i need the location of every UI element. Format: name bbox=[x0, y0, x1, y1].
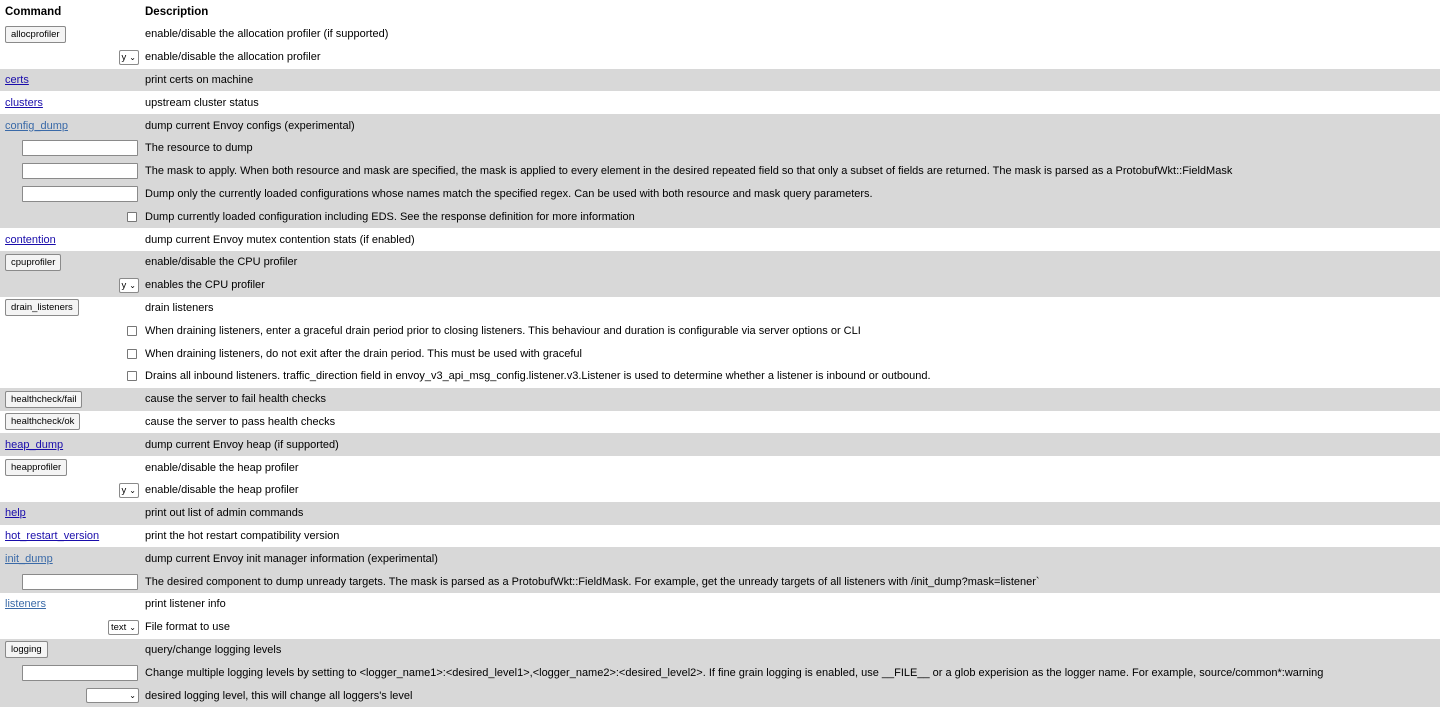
command-cell bbox=[5, 456, 67, 479]
description-text: print the hot restart compatibility version bbox=[145, 529, 340, 542]
param-text-input[interactable] bbox=[22, 163, 138, 179]
table-row bbox=[0, 319, 1440, 342]
table-row bbox=[0, 593, 1440, 616]
select-value: y bbox=[121, 279, 127, 291]
table-row bbox=[0, 46, 1440, 69]
table-row bbox=[0, 228, 1440, 251]
table-row bbox=[0, 365, 1440, 388]
description-text: cause the server to fail health checks bbox=[145, 393, 326, 406]
description-column-header: Description bbox=[145, 5, 209, 18]
command-column-header: Command bbox=[5, 5, 62, 18]
command-button[interactable]: logging bbox=[5, 641, 48, 658]
command-button[interactable]: cpuprofiler bbox=[5, 254, 61, 271]
select-value: y bbox=[121, 484, 127, 496]
command-button[interactable]: healthcheck/fail bbox=[5, 391, 82, 408]
param-text-input[interactable] bbox=[22, 574, 138, 590]
command-link[interactable]: heap_dump bbox=[5, 438, 64, 451]
command-link[interactable]: hot_restart_version bbox=[5, 529, 100, 542]
table-row bbox=[0, 251, 1440, 274]
description-text: enables the CPU profiler bbox=[145, 279, 265, 292]
description-text: drain listeners bbox=[145, 301, 214, 314]
table-header bbox=[0, 0, 1440, 23]
description-text: dump current Envoy mutex contention stats (if enabled) bbox=[145, 233, 415, 246]
param-checkbox[interactable] bbox=[127, 212, 137, 222]
chevron-down-icon: ⌄ bbox=[129, 691, 136, 700]
chevron-down-icon: ⌄ bbox=[129, 622, 136, 632]
command-cell bbox=[5, 228, 56, 251]
param-text-input[interactable] bbox=[22, 665, 138, 681]
param-cell bbox=[127, 365, 137, 388]
table-row bbox=[0, 388, 1440, 411]
param-cell bbox=[127, 342, 137, 365]
description-text: File format to use bbox=[145, 621, 230, 634]
table-row bbox=[0, 91, 1440, 114]
description-text: Change multiple logging levels by setting to <logger_name1>:<desired_level1>,<logger_name2>:<desired_level2>. If fine grain logging is enabled, use __FILE__ or a glob experision as the logger name. For example, source/common*:warning bbox=[145, 666, 1324, 679]
param-select[interactable] bbox=[119, 483, 139, 498]
chevron-down-icon: ⌄ bbox=[129, 280, 136, 290]
description-text: Dump only the currently loaded configurations whose names match the specified regex. Can be used with both resource and mask query parameters. bbox=[145, 187, 873, 200]
table-row bbox=[0, 274, 1440, 297]
command-link[interactable]: clusters bbox=[5, 96, 43, 109]
table-row bbox=[0, 23, 1440, 46]
param-checkbox[interactable] bbox=[127, 371, 137, 381]
table-row bbox=[0, 684, 1440, 707]
description-text: When draining listeners, do not exit after the drain period. This must be used with graceful bbox=[145, 347, 582, 360]
description-text: cause the server to pass health checks bbox=[145, 415, 336, 428]
table-row bbox=[0, 456, 1440, 479]
command-button[interactable]: healthcheck/ok bbox=[5, 413, 80, 430]
description-text: The desired component to dump unready targets. The mask is parsed as a ProtobufWkt::FieldMask. For example, get the unready targets of all listeners with /init_dump?mask=listener` bbox=[145, 575, 1040, 588]
param-cell bbox=[22, 160, 138, 183]
param-select[interactable] bbox=[119, 278, 139, 293]
param-checkbox[interactable] bbox=[127, 349, 137, 359]
command-link[interactable]: config_dump bbox=[5, 119, 68, 132]
command-cell bbox=[5, 502, 26, 525]
command-link[interactable]: listeners bbox=[5, 598, 46, 611]
param-text-input[interactable] bbox=[22, 140, 138, 156]
description-text: The mask to apply. When both resource and mask are specified, the mask is applied to every element in the desired repeated field so that only a subset of fields are returned. The mask is parsed as a ProtobufWkt::FieldMask bbox=[145, 165, 1233, 178]
description-text: enable/disable the allocation profiler (if supported) bbox=[145, 28, 389, 41]
command-cell bbox=[5, 23, 66, 46]
table-row bbox=[0, 137, 1440, 160]
description-text: enable/disable the CPU profiler bbox=[145, 256, 298, 269]
chevron-down-icon: ⌄ bbox=[129, 52, 136, 62]
command-cell bbox=[5, 547, 53, 570]
param-select[interactable] bbox=[86, 688, 139, 703]
command-button[interactable]: heapprofiler bbox=[5, 459, 67, 476]
table-row bbox=[0, 547, 1440, 570]
command-cell bbox=[5, 593, 46, 616]
command-link[interactable]: help bbox=[5, 507, 26, 520]
table-row bbox=[0, 205, 1440, 228]
description-text: upstream cluster status bbox=[145, 96, 259, 109]
description-text: print listener info bbox=[145, 598, 226, 611]
table-row bbox=[0, 479, 1440, 502]
param-cell bbox=[119, 46, 139, 69]
param-cell bbox=[22, 137, 138, 160]
table-row bbox=[0, 661, 1440, 684]
table-row bbox=[0, 160, 1440, 183]
description-text: The resource to dump bbox=[145, 142, 253, 155]
table-row bbox=[0, 502, 1440, 525]
command-cell bbox=[5, 114, 68, 137]
table-row bbox=[0, 570, 1440, 593]
command-cell bbox=[5, 433, 63, 456]
description-text: Drains all inbound listeners. traffic_direction field in envoy_v3_api_msg_config.listener.v3.Listener is used to determine whether a listener is inbound or outbound. bbox=[145, 370, 931, 383]
description-text: query/change logging levels bbox=[145, 643, 282, 656]
table-row bbox=[0, 639, 1440, 662]
description-text: print out list of admin commands bbox=[145, 507, 304, 520]
description-text: dump current Envoy init manager information (experimental) bbox=[145, 552, 438, 565]
command-link[interactable]: contention bbox=[5, 233, 56, 246]
command-button[interactable]: drain_listeners bbox=[5, 299, 79, 316]
param-cell bbox=[22, 570, 138, 593]
command-cell bbox=[5, 525, 99, 548]
description-text: enable/disable the heap profiler bbox=[145, 484, 299, 497]
command-cell bbox=[5, 297, 79, 320]
param-cell bbox=[22, 661, 138, 684]
command-cell bbox=[5, 91, 43, 114]
description-text: When draining listeners, enter a graceful drain period prior to closing listeners. This behaviour and duration is configurable via server options or CLI bbox=[145, 324, 861, 337]
command-cell bbox=[5, 251, 61, 274]
command-cell bbox=[5, 69, 29, 92]
chevron-down-icon: ⌄ bbox=[129, 485, 136, 495]
table-row bbox=[0, 114, 1440, 137]
param-select[interactable] bbox=[119, 50, 139, 65]
param-cell bbox=[86, 684, 139, 707]
description-text: dump current Envoy configs (experimental) bbox=[145, 119, 355, 132]
param-cell bbox=[108, 616, 139, 639]
param-cell bbox=[22, 183, 138, 206]
command-cell bbox=[5, 639, 48, 662]
description-text: Dump currently loaded configuration including EDS. See the response definition for more information bbox=[145, 210, 635, 223]
command-link[interactable]: certs bbox=[5, 73, 29, 86]
table-row bbox=[0, 183, 1440, 206]
param-checkbox[interactable] bbox=[127, 326, 137, 336]
param-cell bbox=[119, 479, 139, 502]
param-cell bbox=[127, 205, 137, 228]
description-text: desired logging level, this will change all loggers's level bbox=[145, 689, 413, 702]
param-text-input[interactable] bbox=[22, 186, 138, 202]
description-text: enable/disable the allocation profiler bbox=[145, 51, 321, 64]
command-cell bbox=[5, 411, 80, 434]
command-button[interactable]: allocprofiler bbox=[5, 26, 66, 43]
param-cell bbox=[119, 274, 139, 297]
table-row bbox=[0, 342, 1440, 365]
param-select[interactable] bbox=[108, 620, 139, 635]
table-row bbox=[0, 616, 1440, 639]
command-link[interactable]: init_dump bbox=[5, 552, 53, 565]
description-text: print certs on machine bbox=[145, 73, 254, 86]
select-value: y bbox=[121, 51, 127, 63]
description-text: enable/disable the heap profiler bbox=[145, 461, 299, 474]
table-row bbox=[0, 297, 1440, 320]
command-cell bbox=[5, 388, 82, 411]
description-text: dump current Envoy heap (if supported) bbox=[145, 438, 339, 451]
select-value: text bbox=[110, 621, 127, 633]
table-row bbox=[0, 525, 1440, 548]
param-cell bbox=[127, 319, 137, 342]
table-row bbox=[0, 69, 1440, 92]
table-row bbox=[0, 433, 1440, 456]
table-row bbox=[0, 411, 1440, 434]
